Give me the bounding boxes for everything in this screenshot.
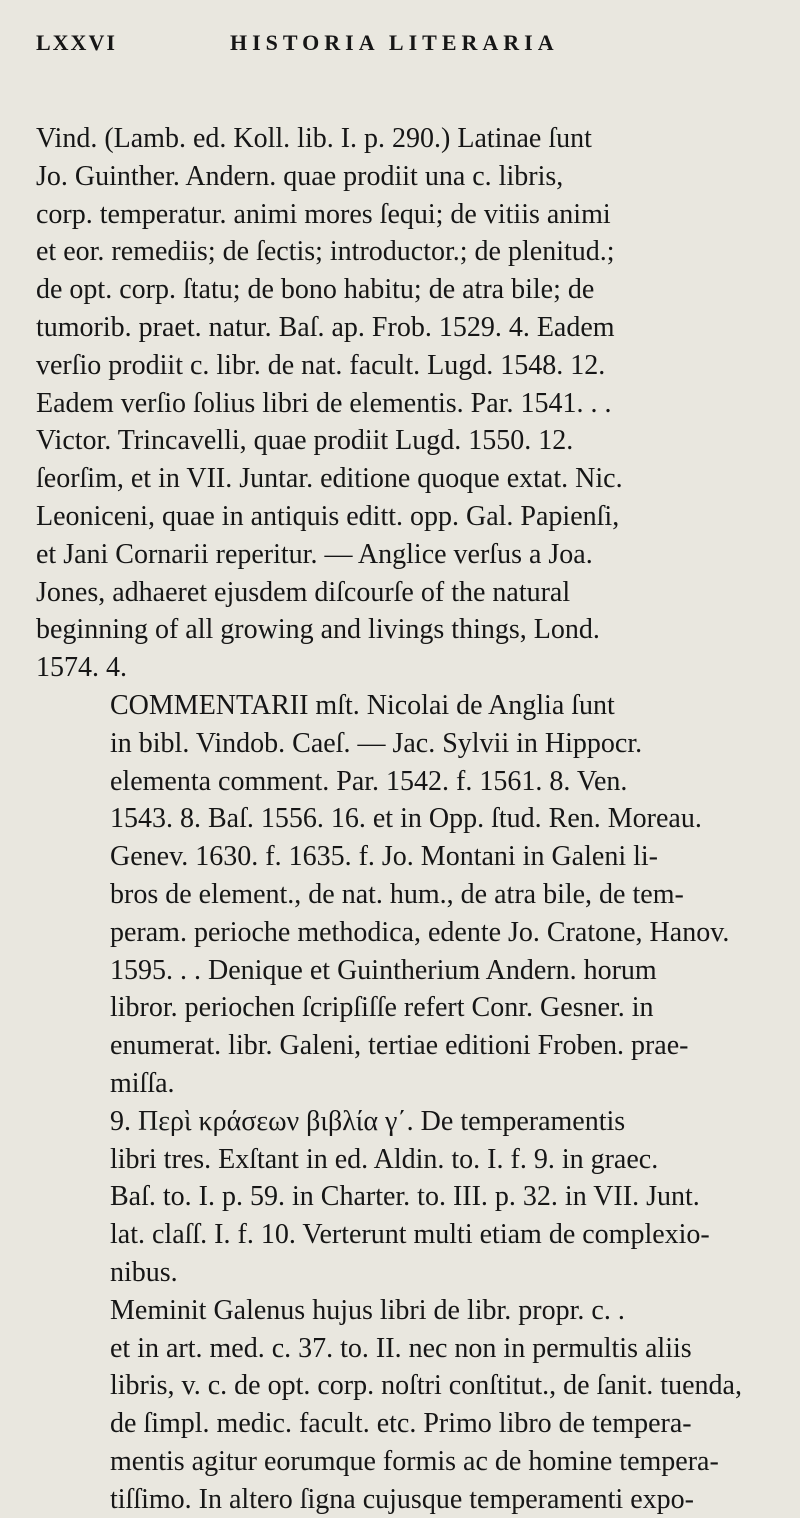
text-line: elementa comment. Par. 1542. f. 1561. 8. Ven.	[110, 765, 628, 797]
text-line: Victor. Trincavelli, quae prodiit Lugd. 1550. 12.	[36, 425, 574, 457]
text-line: et in art. med. c. 37. to. II. nec non in permultis aliis	[110, 1332, 692, 1364]
running-head	[36, 30, 792, 64]
text-line: 9. Περὶ κράσεων βιβλία γ΄. De temperamentis	[110, 1105, 626, 1137]
text-line: libror. periochen ſcripſiſſe refert Conr. Gesner. in	[110, 992, 654, 1024]
text-line: Baſ. to. I. p. 59. in Charter. to. III. p. 32. in VII. Junt.	[110, 1181, 700, 1213]
paragraph	[36, 1292, 792, 1518]
text-line: ſeorſim, et in VII. Juntar. editione quoque extat. Nic.	[36, 463, 623, 495]
text-line: tumorib. praet. natur. Baſ. ap. Frob. 1529. 4. Eadem	[36, 311, 615, 343]
text-line: libri tres. Exſtant in ed. Aldin. to. I. f. 9. in graec.	[110, 1143, 659, 1175]
paragraph	[36, 120, 792, 687]
text-line: de opt. corp. ſtatu; de bono habitu; de atra bile; de	[36, 274, 595, 306]
text-line: Vind. (Lamb. ed. Koll. lib. I. p. 290.) Latinae ſunt	[36, 123, 592, 154]
page-number: LXXVI	[36, 30, 117, 55]
body-text	[36, 120, 792, 1518]
text-line: et eor. remediis; de ſectis; introductor.; de plenitud.;	[36, 236, 615, 268]
text-line: lat. claſſ. I. f. 10. Verterunt multi etiam de complexio-	[110, 1219, 710, 1251]
text-line: 1595. . . Denique et Guintherium Andern. horum	[110, 954, 657, 986]
paragraph	[36, 1103, 792, 1292]
text-line: COMMENTARII mſt. Nicolai de Anglia ſunt	[110, 689, 615, 721]
text-line: Genev. 1630. f. 1635. f. Jo. Montani in Galeni li-	[110, 841, 658, 873]
text-line: libris, v. c. de opt. corp. noſtri conſtitut., de ſanit. tuenda,	[110, 1370, 742, 1402]
text-line: in bibl. Vindob. Caeſ. — Jac. Sylvii in Hippocr.	[110, 727, 643, 759]
text-line: bros de element., de nat. hum., de atra bile, de tem-	[110, 878, 684, 910]
text-line: 1574. 4.	[36, 652, 127, 684]
text-line: Jones, adhaeret ejusdem diſcourſe of the natural	[36, 576, 571, 608]
text-line: corp. temperatur. animi mores ſequi; de vitiis animi	[36, 198, 611, 230]
running-title: HISTORIA LITERARIA	[230, 30, 559, 55]
text-line: tiſſimo. In altero ſigna cujusque temperamenti expo-	[110, 1483, 694, 1515]
text-line: mentis agitur eorumque formis ac de homine tempera-	[110, 1445, 719, 1477]
text-line: peram. perioche methodica, edente Jo. Cratone, Hanov.	[110, 916, 730, 948]
text-line: Leoniceni, quae in antiquis editt. opp. Gal. Papienſi,	[36, 500, 620, 532]
text-line: beginning of all growing and livings things, Lond.	[36, 614, 600, 646]
text-line: Eadem verſio ſolius libri de elementis. Par. 1541. . .	[36, 387, 612, 419]
text-line: Jo. Guinther. Andern. quae prodiit una c. libris,	[36, 160, 564, 192]
text-line: miſſa.	[110, 1067, 175, 1099]
text-line: de ſimpl. medic. facult. etc. Primo libro de tempera-	[110, 1408, 692, 1440]
text-line: et Jani Cornarii reperitur. — Anglice verſus a Joa.	[36, 538, 593, 570]
text-line: nibus.	[110, 1256, 178, 1288]
text-line: verſio prodiit c. libr. de nat. facult. Lugd. 1548. 12.	[36, 349, 606, 381]
text-line: 1543. 8. Baſ. 1556. 16. et in Opp. ſtud. Ren. Moreau.	[110, 803, 702, 835]
paragraph	[36, 687, 792, 1103]
text-line: enumerat. libr. Galeni, tertiae editioni Froben. prae-	[110, 1030, 689, 1062]
text-line: Meminit Galenus hujus libri de libr. propr. c. .	[110, 1294, 625, 1326]
